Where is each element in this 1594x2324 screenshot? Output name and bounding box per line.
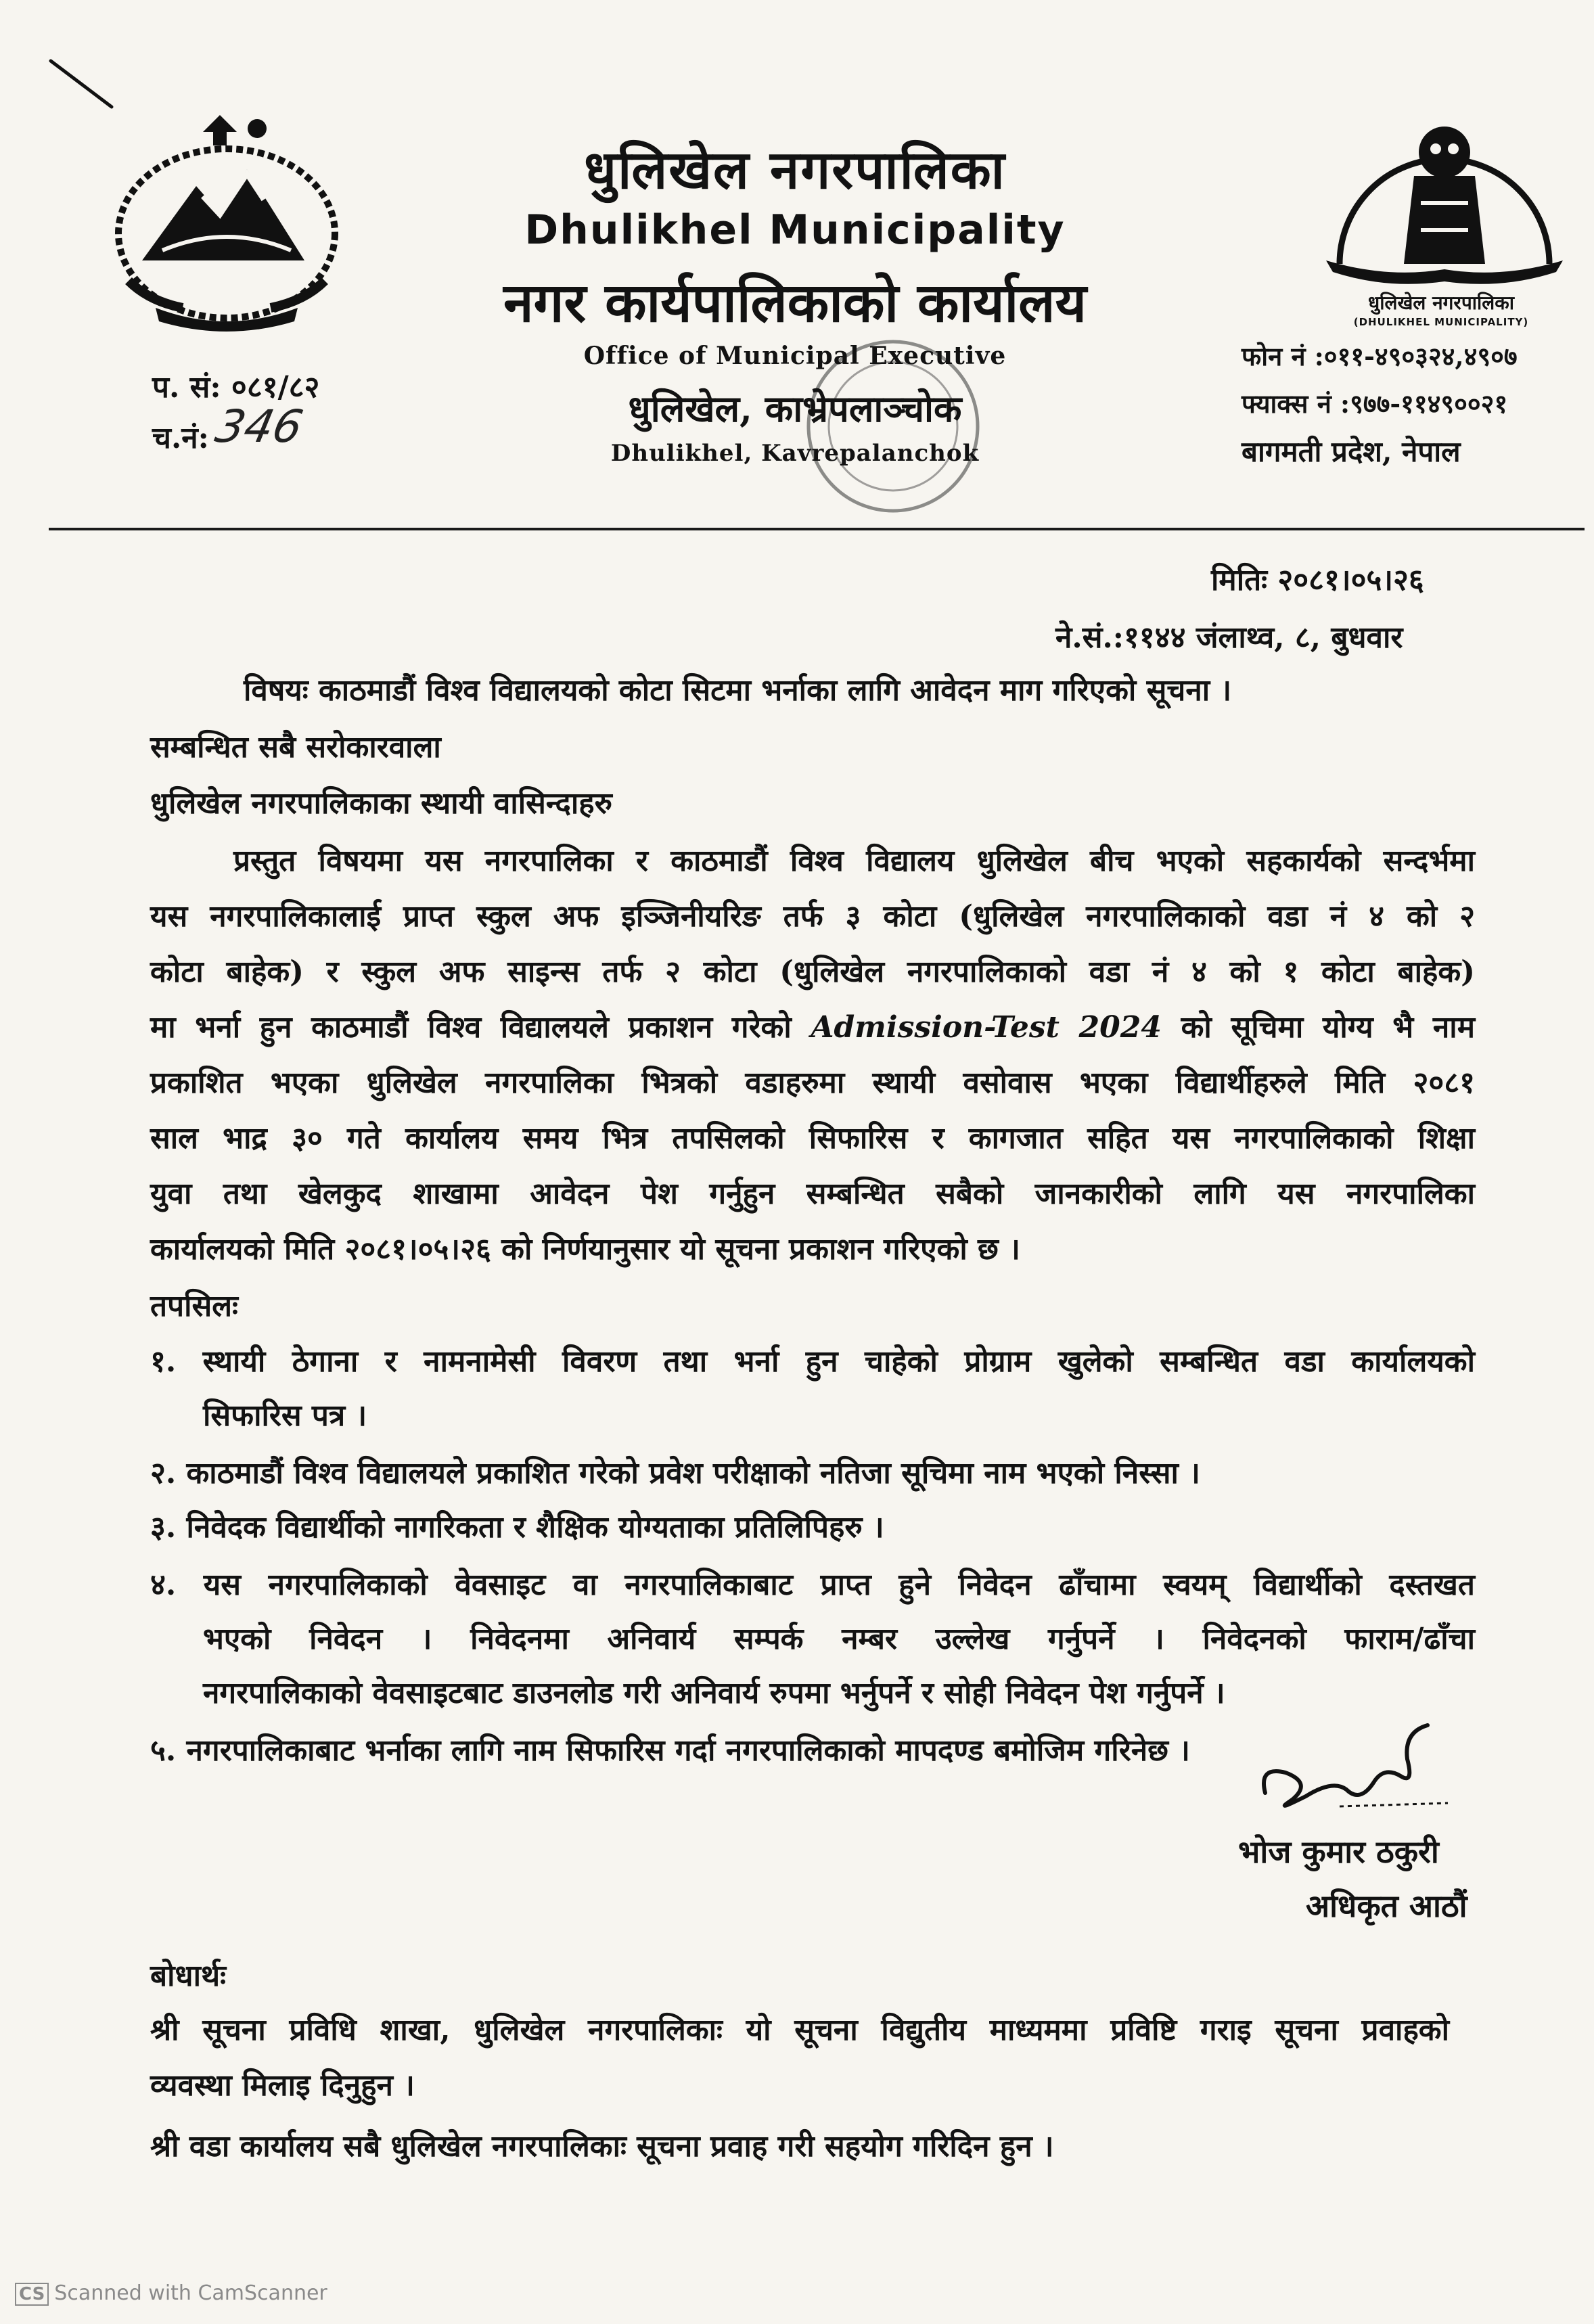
- copy-to-line: श्री वडा कार्यालय सबै धुलिखेल नगरपालिकाः सूचना प्रवाह गरी सहयोग गरिदिन हुन ।: [150, 2129, 1054, 2164]
- dhulikhel-municipality-logo: [1319, 101, 1570, 298]
- nepal-emblem-logo: [101, 105, 352, 335]
- notice-date: मितिः २०८१।०५।२६: [1211, 563, 1424, 597]
- scanner-text: Scanned with CamScanner: [54, 2281, 327, 2305]
- municipality-title-english: Dhulikhel Municipality: [524, 206, 1066, 254]
- dispatch-number-label: च.नं:: [152, 421, 209, 455]
- detail-item: २. काठमाडौं विश्व विद्यालयले प्रकाशित गरेको प्रवेश परीक्षाको नतिजा सूचिमा नाम भएको निस्सा ।: [150, 1456, 1200, 1490]
- header-divider: [49, 528, 1585, 530]
- office-address-nepali: धुलिखेल, काभ्रेपलाञ्चोक: [628, 387, 962, 430]
- detail-item-continuation: सिफारिस पत्र ।: [203, 1398, 367, 1433]
- signatory-name: भोज कुमार ठकुरी: [1238, 1833, 1439, 1870]
- office-title-english: Office of Municipal Executive: [583, 342, 1007, 370]
- addressee-line: सम्बन्धित सबै सरोकारवाला: [150, 730, 441, 765]
- detail-item: ५. नगरपालिकाबाट भर्नाका लागि नाम सिफारिस गर्दा नगरपालिकाको मापदण्ड बमोजिम गरिनेछ ।: [150, 1733, 1190, 1768]
- admission-test-label: Admission-Test 2024: [811, 1010, 1162, 1045]
- body-line: कोटा बाहेक) र स्कुल अफ साइन्स तर्फ २ कोटा (धुलिखेल नगरपालिकाको वडा नं ४ को १ कोटा बाहेक): [150, 955, 1475, 989]
- detail-item: ३. निवेदक विद्यार्थीको नागरिकता र शैक्षिक योग्यताका प्रतिलिपिहरु ।: [150, 1510, 884, 1545]
- signatory-title: अधिकृत आठौं: [1306, 1888, 1467, 1924]
- body-line: साल भाद्र ३० गते कार्यालय समय भित्र तपसिलको सिफारिस र कागजात सहित यस नगरपालिकाको शिक्षा: [150, 1121, 1475, 1156]
- office-title-nepali: नगर कार्यपालिकाको कार्यालय: [503, 271, 1087, 334]
- province-location: बागमती प्रदेश, नेपाल: [1242, 435, 1461, 468]
- body-line: प्रस्तुत विषयमा यस नगरपालिका र काठमाडौं विश्व विद्यालय धुलिखेल बीच भएको सहकार्यको सन्दर्भमा: [233, 844, 1475, 878]
- addressee-line: धुलिखेल नगरपालिकाका स्थायी वासिन्दाहरु: [150, 786, 612, 821]
- body-text: मा भर्ना हुन काठमाडौं विश्व विद्यालयले प्रकाशन गरेको: [150, 1010, 811, 1045]
- detail-item: ४. यस नगरपालिकाको वेवसाइट वा नगरपालिकाबाट प्राप्त हुने निवेदन ढाँचामा स्वयम् विद्यार्थीको दस्तखत: [150, 1568, 1475, 1602]
- copy-to-line: व्यवस्था मिलाइ दिनुहुन ।: [150, 2068, 415, 2103]
- office-address-english: Dhulikhel, Kavrepalanchok: [610, 440, 980, 467]
- details-label: तपसिलः: [150, 1289, 238, 1323]
- body-line: [150, 1005, 1475, 1046]
- reference-number: प. सं: ०८१/८२: [152, 370, 320, 405]
- nepal-sambat-date: ने.सं.:११४४ जंलाथ्व, ८, बुधवार: [1055, 620, 1403, 655]
- copy-to-line: श्री सूचना प्रविधि शाखा, धुलिखेल नगरपालिकाः यो सूचना विद्युतीय माध्यममा प्रविष्टि गराइ सूचना प्रवाहको: [150, 2013, 1449, 2047]
- phone-number: फोन नं :०११-४९०३२४,४९०७: [1242, 341, 1518, 371]
- fax-number: फ्याक्स नं :९७७-११४९००२१: [1242, 388, 1508, 419]
- body-line: कार्यालयको मिति २०८१।०५।२६ को निर्णयानुसार यो सूचना प्रकाशन गरिएको छ ।: [150, 1232, 1020, 1267]
- copy-to-label: बोधार्थः: [150, 1959, 226, 1993]
- handwritten-signature: [1245, 1718, 1461, 1827]
- camscanner-badge: CS: [15, 2283, 49, 2306]
- body-line: प्रकाशित भएका धुलिखेल नगरपालिका भित्रको वडाहरुमा स्थायी वसोवास भएका विद्यार्थीहरुले मिति २०८१: [150, 1066, 1475, 1100]
- logo-caption-nepali: धुलिखेल नगरपालिका: [1368, 292, 1514, 314]
- detail-item-continuation: भएको निवेदन । निवेदनमा अनिवार्य सम्पर्क नम्बर उल्लेख गर्नुपर्ने । निवेदनको फाराम/ढाँचा: [203, 1622, 1475, 1656]
- logo-caption-english: (DHULIKHEL MUNICIPALITY): [1353, 316, 1529, 328]
- body-text: को सूचिमा योग्य भै नाम: [1162, 1010, 1475, 1045]
- municipality-title-nepali: धुलिखेल नगरपालिका: [584, 139, 1006, 201]
- detail-item: १. स्थायी ठेगाना र नामनामेसी विवरण तथा भर्ना हुन चाहेको प्रोग्राम खुलेको सम्बन्धित वडा कार्यालयको: [150, 1344, 1475, 1379]
- body-line: यस नगरपालिकालाई प्राप्त स्कुल अफ इञ्जिनीयरिङ तर्फ ३ कोटा (धुलिखेल नगरपालिकाको वडा नं ४ को २: [150, 899, 1475, 934]
- scanner-watermark: [15, 2281, 327, 2306]
- body-line: युवा तथा खेलकुद शाखामा आवेदन पेश गर्नुहुन सम्बन्धित सबैको जानकारीको लागि यस नगरपालिका: [150, 1177, 1475, 1211]
- detail-item-continuation: नगरपालिकाको वेवसाइटबाट डाउनलोड गरी अनिवार्य रुपमा भर्नुपर्ने र सोही निवेदन पेश गर्नुपर्ने ।: [203, 1676, 1225, 1710]
- dispatch-number-handwritten: 346: [210, 401, 308, 453]
- notice-subject: विषयः काठमाडौं विश्व विद्यालयको कोटा सिटमा भर्नाका लागि आवेदन माग गरिएको सूचना ।: [244, 673, 1232, 708]
